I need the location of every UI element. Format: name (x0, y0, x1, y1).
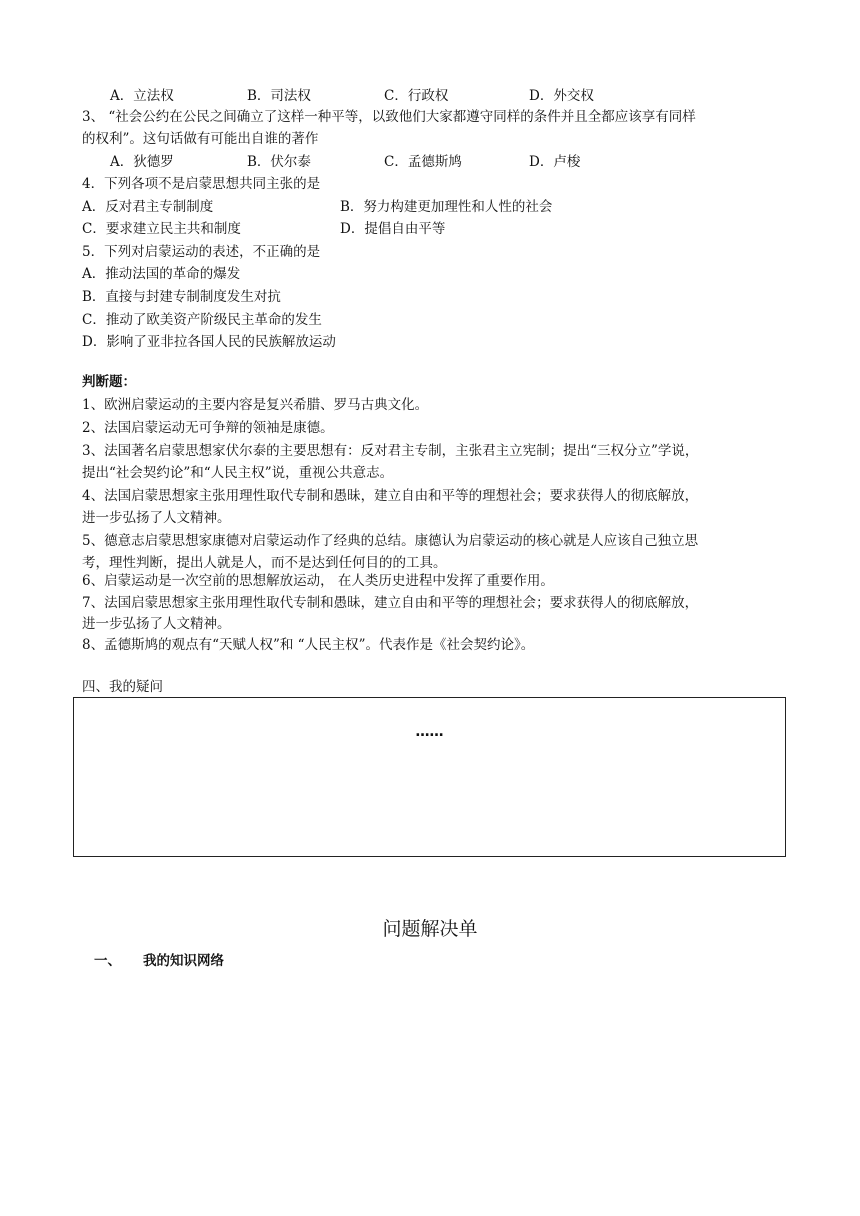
judgement-item-2: 2、法国启蒙运动无可争辩的领袖是康德。 (82, 420, 334, 436)
section-label: 我的知识网络 (143, 953, 224, 969)
judgement-item-3-line1: 3、法国著名启蒙思想家伏尔泰的主要思想有：反对君主专制，主张君主立宪制；提出“三权分立”学说， (82, 443, 699, 459)
q4-option-d: D．提倡自由平等 (340, 221, 446, 237)
q5-option-b: B．直接与封建专制制度发生对抗 (82, 289, 281, 305)
judgement-item-7-line1: 7、法国启蒙思想家主张用理性取代专制和愚昧，建立自由和平等的理想社会；要求获得人的彻底解放， (82, 595, 699, 611)
judgement-item-4-line1: 4、法国启蒙思想家主张用理性取代专制和愚昧，建立自由和平等的理想社会；要求获得人的彻底解放， (82, 488, 699, 504)
q4-stem: 4．下列各项不是启蒙思想共同主张的是 (82, 176, 321, 192)
q2-option-a: A．立法权 (110, 88, 174, 104)
q2-option-b: B．司法权 (247, 88, 311, 104)
judgement-item-8: 8、孟德斯鸠的观点有“天赋人权”和 “人民主权”。代表作是《社会契约论》。 (82, 637, 535, 653)
judgement-item-4-line2: 进一步弘扬了人文精神。 (82, 510, 231, 526)
judgement-item-1: 1、欧洲启蒙运动的主要内容是复兴希腊、罗马古典文化。 (82, 397, 429, 413)
q2-option-d: D．外交权 (529, 88, 594, 104)
q5-option-a: A．推动法国的革命的爆发 (82, 266, 241, 282)
q3-option-a: A．狄德罗 (110, 154, 174, 170)
judgement-heading: 判断题： (82, 374, 136, 390)
q3-stem-line2: 的权利”。这句话做有可能出自谁的著作 (82, 131, 319, 147)
q2-option-c: C．行政权 (384, 88, 449, 104)
q4-option-b: B．努力构建更加理性和人性的社会 (340, 199, 553, 215)
doubt-placeholder-dots: …… (415, 724, 444, 740)
q4-option-a: A．反对君主专制制度 (82, 199, 214, 215)
doubt-box[interactable] (73, 697, 786, 857)
q4-option-c: C．要求建立民主共和制度 (82, 221, 241, 237)
q3-option-d: D．卢梭 (529, 154, 581, 170)
q3-stem-line1: 3、 “社会公约在公民之间确立了这样一种平等，以致他们大家都遵守同样的条件并且全都应该享有同样 (82, 109, 696, 125)
sheet-title: 问题解决单 (382, 918, 478, 940)
doubt-heading: 四、我的疑问 (82, 679, 163, 695)
q3-option-b: B．伏尔泰 (247, 154, 311, 170)
q5-option-c: C．推动了欧美资产阶级民主革命的发生 (82, 312, 322, 328)
judgement-item-7-line2: 进一步弘扬了人文精神。 (82, 616, 231, 632)
q3-option-c: C．孟德斯鸠 (384, 154, 462, 170)
judgement-item-5-line2: 考，理性判断，提出人就是人，而不是达到任何目的的工具。 (82, 555, 447, 571)
section-number: 一、 (94, 953, 121, 969)
judgement-item-5-line1: 5、德意志启蒙思想家康德对启蒙运动作了经典的总结。康德认为启蒙运动的核心就是人应该自己独立思 (82, 533, 699, 549)
q5-option-d: D．影响了亚非拉各国人民的民族解放运动 (82, 334, 336, 350)
judgement-item-3-line2: 提出“社会契约论”和“人民主权”说，重视公共意志。 (82, 465, 394, 481)
judgement-item-6: 6、启蒙运动是一次空前的思想解放运动， 在人类历史进程中发挥了重要作用。 (82, 573, 554, 589)
q5-stem: 5．下列对启蒙运动的表述，不正确的是 (82, 244, 321, 260)
